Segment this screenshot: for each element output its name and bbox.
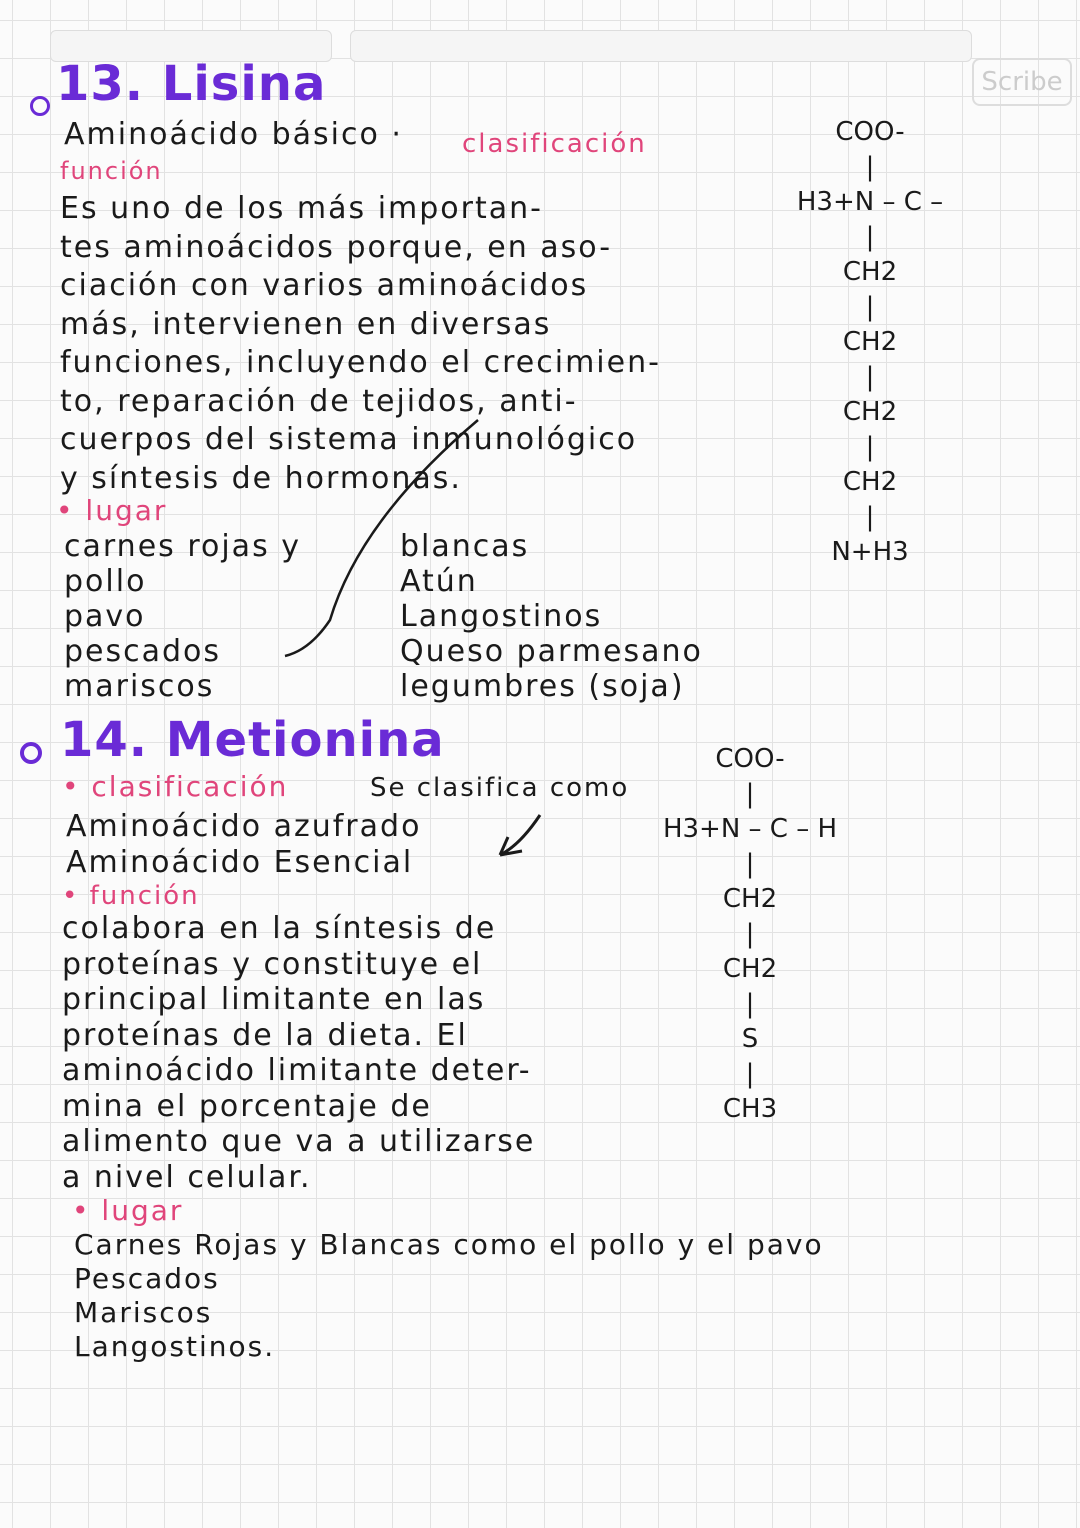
bond: | [865,292,875,322]
bullet-icon [20,742,42,764]
text-line: tes aminoácidos porque, en aso- [60,229,613,265]
text-line: blancas [400,529,530,564]
text-line: pescados [64,634,222,669]
chem-group: COO- [715,744,785,774]
text-line: ciación con varios aminoácidos [60,268,589,303]
text-line: Langostinos [400,599,603,634]
chem-group: CH2 [722,954,778,984]
label: clasificación [462,129,647,159]
watermark: Scribe [972,58,1072,106]
text-line: legumbres (soja) [400,669,685,704]
text-line: proteínas de la dieta. El [62,1017,468,1053]
text-line: aminoácido limitante deter- [62,1053,532,1088]
text-line: to, reparación de tejidos, anti- [60,383,578,419]
text-line: Aminoácido básico · [64,117,403,152]
chem-group: H3+N – C – H [662,814,838,844]
text-line: colabora en la síntesis de [62,911,497,946]
text-line: Queso parmesano [400,634,703,669]
text-line: funciones, incluyendo el crecimien- [60,345,661,380]
metionina-structure [620,742,880,1127]
text-line: Langostinos. [74,1330,276,1363]
text-line: Pescados [74,1262,220,1295]
text-line: y síntesis de hormonas. [60,460,462,496]
text-line: Se clasifica como [370,773,630,803]
bond: | [865,432,875,462]
chem-group: CH2 [842,257,898,287]
text-line: mina el porcentaje de [62,1088,432,1124]
label: • lugar [56,494,168,527]
text-line: pollo [64,564,147,599]
bond: | [745,849,755,879]
bond: | [745,779,755,809]
bond: | [745,989,755,1019]
text-line: alimento que va a utilizarse [62,1124,536,1159]
text-line: Es uno de los más importan- [60,191,543,226]
bond: | [745,1059,755,1089]
text-line: más, intervienen en diversas [60,306,552,342]
chem-group: CH2 [842,397,898,427]
chem-group: N+H3 [831,537,909,567]
text-line: pavo [64,599,146,634]
text-line: principal limitante en las [62,982,486,1017]
label: • función [62,881,200,911]
label: • lugar [72,1194,184,1227]
text-line: Aminoácido Esencial [66,845,414,880]
chem-group: CH2 [722,884,778,914]
section-title: 14. Metionina [60,712,445,768]
chem-group: S [741,1024,759,1054]
text-line: a nivel celular. [62,1159,312,1195]
bond: | [865,362,875,392]
chem-group: CH2 [842,327,898,357]
chem-group: H3+N – C – [796,187,944,217]
label: • clasificación [62,770,289,803]
text-line: carnes rojas y [64,529,301,564]
chem-group: CH3 [722,1094,778,1124]
text-line: cuerpos del sistema inmunológico [60,422,638,457]
lisina-structure [740,115,1000,570]
label: función [60,157,163,185]
text-line: Atún [400,564,478,599]
bond: | [865,502,875,532]
chem-group: COO- [835,117,905,147]
text-line: proteínas y constituye el [62,946,483,982]
section-title: 13. Lisina [56,56,327,112]
text-line: mariscos [64,669,215,704]
text-line: Mariscos [74,1296,213,1329]
text-line: Aminoácido azufrado [66,809,422,844]
bond: | [865,222,875,252]
bond: | [865,152,875,182]
chem-group: CH2 [842,467,898,497]
bond: | [745,919,755,949]
text-line: Carnes Rojas y Blancas como el pollo y el pavo [74,1228,824,1261]
